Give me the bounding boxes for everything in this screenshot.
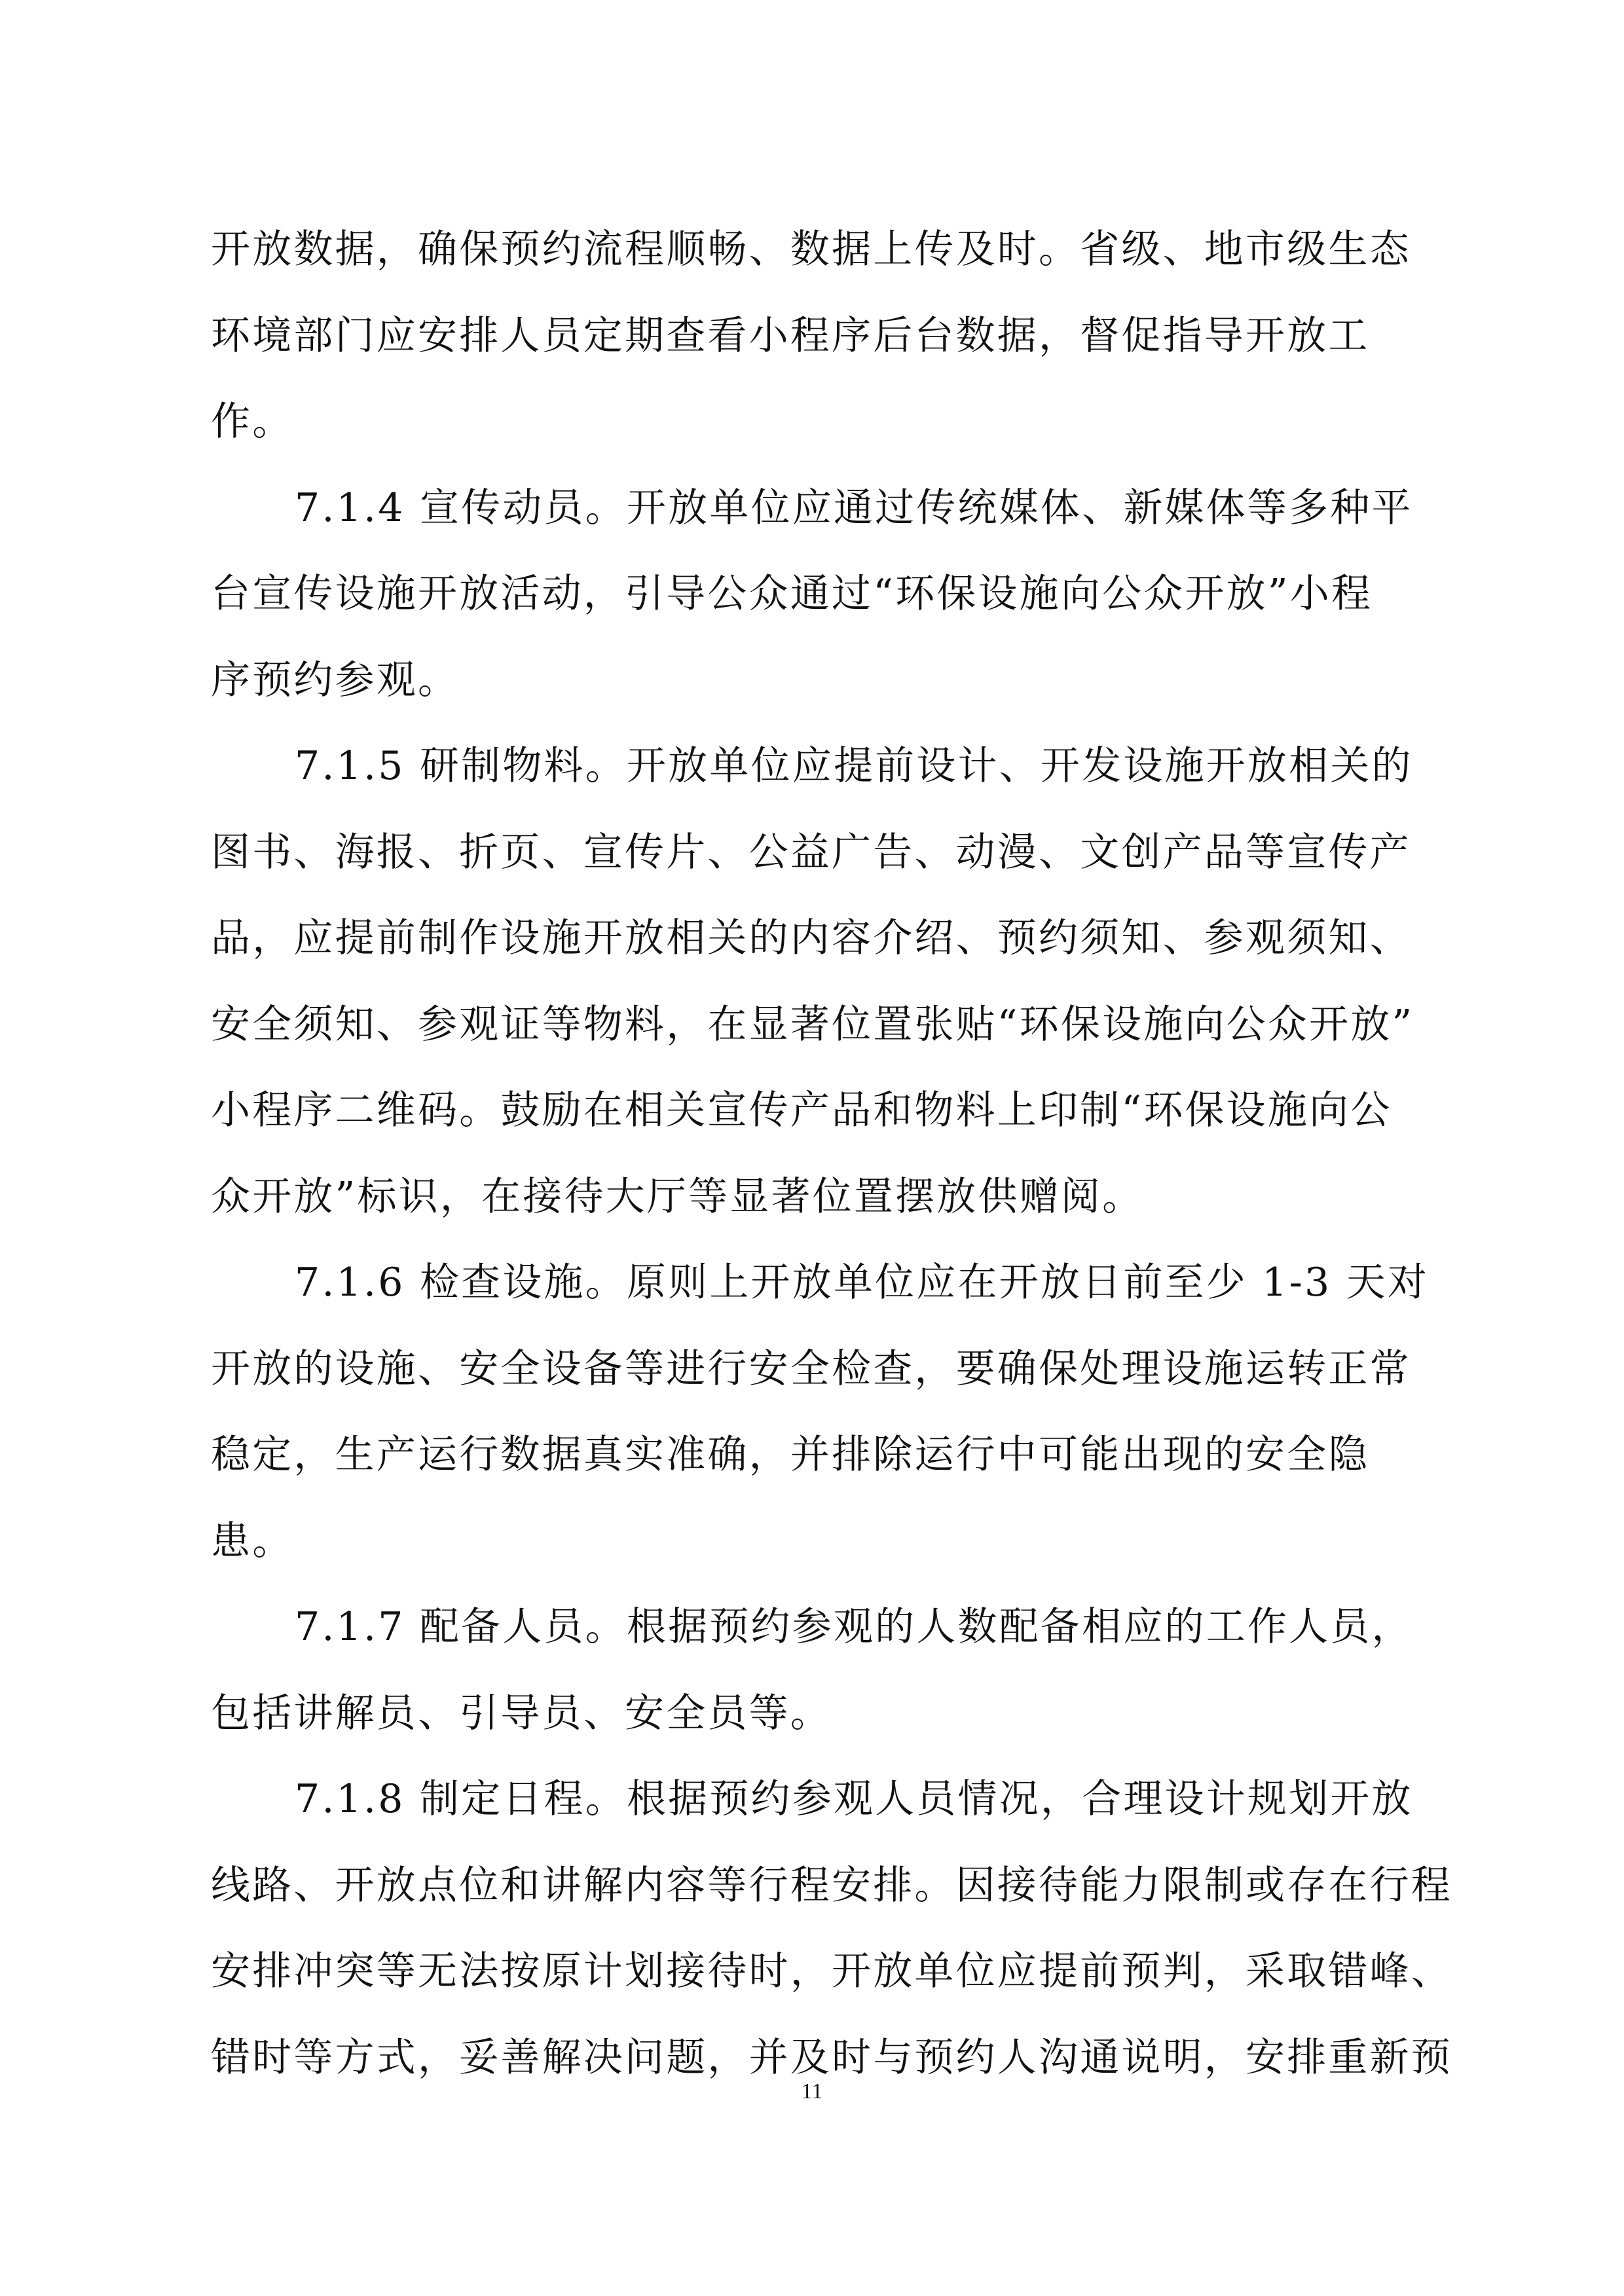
text-line: 环境部门应安排人员定期查看小程序后台数据，督促指导开放工 — [211, 312, 1370, 359]
text-line: 患。 — [211, 1518, 294, 1564]
text-line: 众开放”标识，在接待大厅等显著位置摆放供赠阅。 — [211, 1173, 1144, 1220]
text-line: 安排冲突等无法按原计划接待时，开放单位应提前预判，采取错峰、 — [211, 1948, 1452, 1994]
text-line: 开放的设施、安全设备等进行安全检查，要确保处理设施运转正常 — [211, 1345, 1411, 1392]
text-line: 图书、海报、折页、宣传片、公益广告、动漫、文创产品等宣传产 — [211, 829, 1411, 875]
text-line: 作。 — [211, 399, 294, 445]
text-line: 序预约参观。 — [211, 657, 460, 703]
section-7-1-7-line: 7.1.7 配备人员。根据预约参观的人数配备相应的工作人员， — [295, 1604, 1413, 1650]
text-line: 台宣传设施开放活动，引导公众通过“环保设施向公众开放”小程 — [211, 571, 1373, 617]
text-line: 安全须知、参观证等物料，在显著位置张贴“环保设施向公众开放” — [211, 1001, 1414, 1048]
section-7-1-4-line: 7.1.4 宣传动员。开放单位应通过传统媒体、新媒体等多种平 — [295, 484, 1413, 531]
text-line: 包括讲解员、引导员、安全员等。 — [211, 1690, 832, 1736]
section-7-1-6-line: 7.1.6 检查设施。原则上开放单位应在开放日前至少 1-3 天对 — [295, 1260, 1430, 1305]
text-line: 品，应提前制作设施开放相关的内容介绍、预约须知、参观须知、 — [211, 915, 1411, 961]
text-line: 线路、开放点位和讲解内容等行程安排。因接待能力限制或存在行程 — [211, 1862, 1452, 1908]
text-line: 稳定，生产运行数据真实准确，并排除运行中可能出现的安全隐 — [211, 1432, 1370, 1478]
section-7-1-8-line: 7.1.8 制定日程。根据预约参观人员情况，合理设计规划开放 — [295, 1776, 1413, 1822]
page-number: 11 — [801, 2079, 823, 2104]
text-line: 错时等方式，妥善解决问题，并及时与预约人沟通说明，安排重新预 — [211, 2034, 1452, 2081]
text-line: 开放数据，确保预约流程顺畅、数据上传及时。省级、地市级生态 — [211, 227, 1411, 272]
text-line: 小程序二维码。鼓励在相关宣传产品和物料上印制“环保设施向公 — [211, 1087, 1392, 1133]
body-text — [211, 207, 1452, 2101]
section-7-1-5-line: 7.1.5 研制物料。开放单位应提前设计、开发设施开放相关的 — [295, 743, 1413, 789]
